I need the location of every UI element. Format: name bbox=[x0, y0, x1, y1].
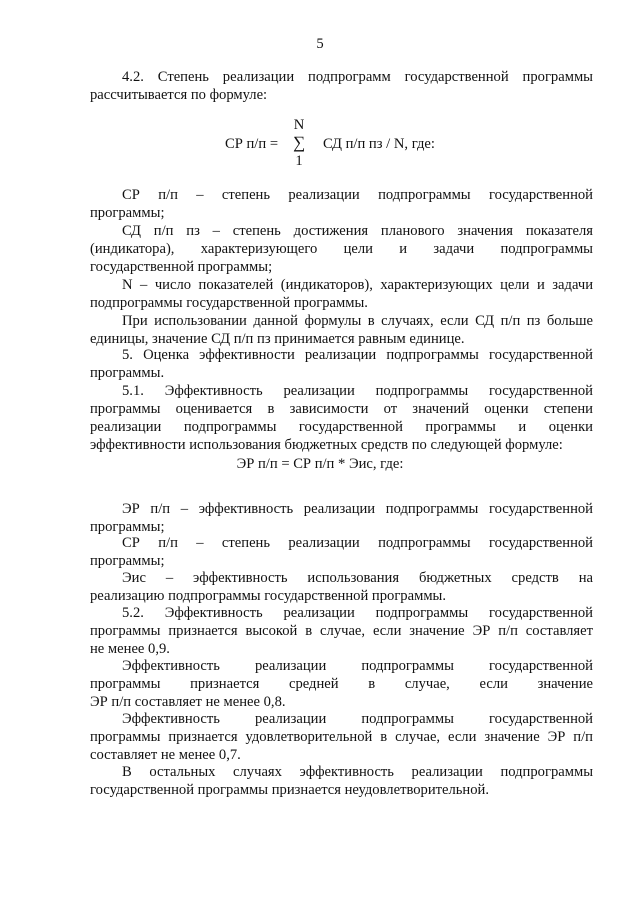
text-line: (индикатора), характеризующего цели и задачи подпрограммы bbox=[90, 241, 593, 257]
paragraph-formula-usage bbox=[90, 312, 593, 348]
text-line: 4.2. Степень реализации подпрограмм государственной программы bbox=[122, 69, 593, 85]
text-line: программы; bbox=[90, 553, 165, 569]
text-line: не менее 0,9. bbox=[90, 641, 170, 657]
text-line: ЭР п/п – эффективность реализации подпрограммы государственной bbox=[122, 501, 593, 517]
paragraph-5 bbox=[90, 346, 593, 382]
text-line: рассчитывается по формуле: bbox=[90, 87, 268, 103]
text-line: программы; bbox=[90, 519, 165, 535]
paragraph-5-2 bbox=[90, 604, 593, 658]
definition-sr-2 bbox=[90, 534, 593, 570]
definition-er bbox=[90, 500, 593, 536]
definition-sd bbox=[90, 222, 593, 276]
text-line: Эис – эффективность использования бюджетных средств на bbox=[122, 570, 593, 586]
definition-sr bbox=[90, 186, 593, 222]
formula-rhs: СД п/п пз / N, где: bbox=[323, 136, 435, 152]
sum-lower-limit: 1 bbox=[295, 153, 303, 169]
text-line: программы; bbox=[90, 205, 165, 221]
text-line: СР п/п – степень реализации подпрограммы государственной bbox=[122, 187, 593, 203]
sum-upper-limit: N bbox=[293, 117, 305, 133]
text-line: программы признается высокой в случае, если значение ЭР п/п составляет bbox=[90, 623, 593, 639]
text-line: государственной программы; bbox=[90, 259, 273, 275]
sum-operator bbox=[291, 116, 307, 170]
sigma-symbol: ∑ bbox=[292, 133, 306, 152]
paragraph-medium-efficiency bbox=[90, 657, 593, 711]
paragraph-5-1 bbox=[90, 382, 593, 454]
definition-eis bbox=[90, 569, 593, 605]
text-line: В остальных случаях эффективность реализации подпрограммы bbox=[122, 764, 593, 780]
text-line: государственной программы признается неудовлетворительной. bbox=[90, 782, 489, 798]
formula-efficiency: ЭР п/п = СР п/п * Эис, где: bbox=[236, 456, 404, 472]
text-line: При использовании данной формулы в случаях, если СД п/п пз больше bbox=[122, 313, 593, 329]
paragraph-satisfactory-efficiency bbox=[90, 710, 593, 764]
text-line: реализации подпрограммы государственной программы и оценки bbox=[90, 419, 593, 435]
text-line: N – число показателей (индикаторов), характеризующих цели и задачи bbox=[122, 277, 593, 293]
text-line: программы оценивается в зависимости от значений оценки степени bbox=[90, 401, 593, 417]
text-line: программы. bbox=[90, 365, 165, 381]
paragraph-other-cases bbox=[90, 763, 593, 799]
text-line: составляет не менее 0,7. bbox=[90, 747, 241, 763]
text-line: 5. Оценка эффективности реализации подпрограммы государственной bbox=[122, 347, 593, 363]
text-line: эффективности использования бюджетных средств по следующей формуле: bbox=[90, 437, 563, 453]
text-line: реализацию подпрограммы государственной программы. bbox=[90, 588, 447, 604]
text-line: программы признается удовлетворительной в случае, если значение ЭР п/п bbox=[90, 729, 593, 745]
paragraph-4-2 bbox=[90, 68, 593, 104]
page-number: 5 bbox=[316, 36, 324, 52]
text-line: СР п/п – степень реализации подпрограммы государственной bbox=[122, 535, 593, 551]
text-line: СД п/п пз – степень достижения планового значения показателя bbox=[122, 223, 593, 239]
text-line: Эффективность реализации подпрограммы государственной bbox=[122, 658, 593, 674]
text-line: подпрограммы государственной программы. bbox=[90, 295, 368, 311]
text-line: 5.1. Эффективность реализации подпрограммы государственной bbox=[122, 383, 593, 399]
formula-lhs: СР п/п = bbox=[225, 136, 279, 152]
text-line: Эффективность реализации подпрограммы государственной bbox=[122, 711, 593, 727]
text-line: единицы, значение СД п/п пз принимается равным единице. bbox=[90, 331, 465, 347]
text-line: ЭР п/п составляет не менее 0,8. bbox=[90, 694, 286, 710]
text-line: 5.2. Эффективность реализации подпрограммы государственной bbox=[122, 605, 593, 621]
definition-n bbox=[90, 276, 593, 312]
formula-subprogram-degree bbox=[0, 116, 640, 176]
text-line: программы признается средней в случае, если значение bbox=[90, 676, 593, 692]
